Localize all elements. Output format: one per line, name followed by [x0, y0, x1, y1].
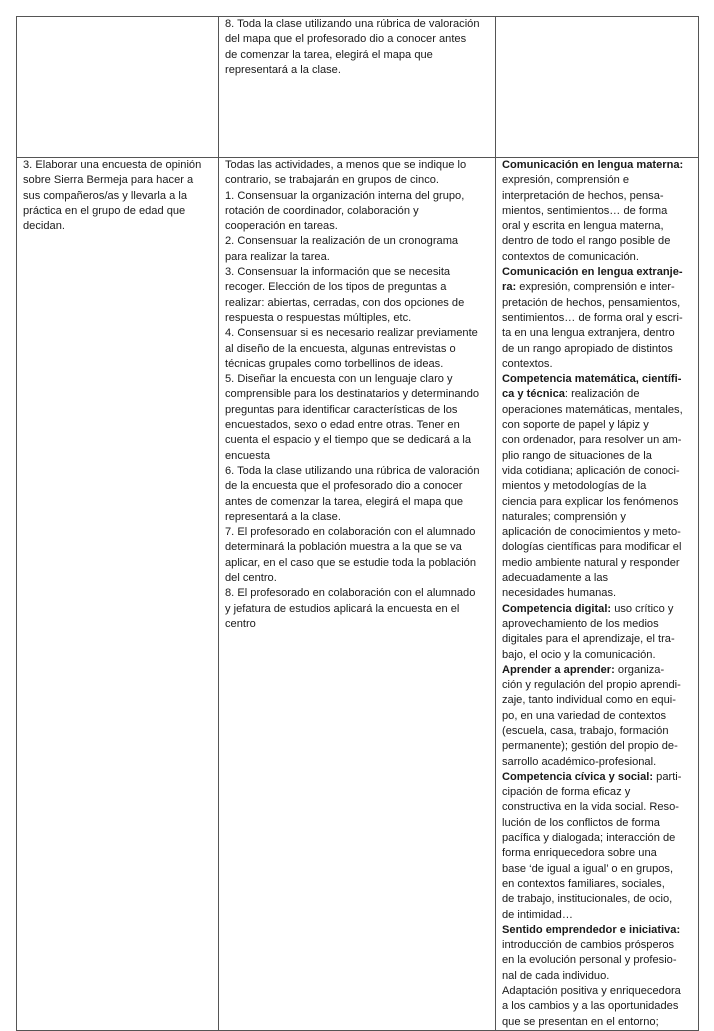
competence-text: necesidades humanas. — [502, 587, 617, 600]
text-line: aplicar, en el caso que se estudie toda la población — [225, 556, 477, 569]
competence-text: mientos, sentimientos… de forma — [502, 204, 668, 217]
text-line — [502, 831, 694, 846]
competence-text: permanente); gestión del propio de- — [502, 740, 678, 753]
text-line — [502, 586, 694, 601]
text-line: preguntas para identificar características de los — [225, 403, 458, 416]
competence-text: que se presentan en el entorno; — [502, 1015, 659, 1028]
competence-text: expresión, comprensión e inter- — [516, 281, 675, 294]
competence-text: zaje, tanto individual como en equi- — [502, 694, 676, 707]
text-line — [502, 602, 694, 617]
text-line: encuestados, sexo o edad entre otras. Tener en — [225, 419, 460, 432]
competence-text: constructiva en la vida social. Reso- — [502, 801, 679, 814]
text-line — [502, 357, 694, 372]
competence-text: de trabajo, institucionales, de ocio, — [502, 893, 673, 906]
text-line: decidan. — [23, 220, 65, 233]
text-line — [502, 846, 694, 861]
text-line: comprensible para los destinatarios y determinando — [225, 388, 480, 401]
text-line — [502, 296, 694, 311]
text-line — [502, 999, 694, 1014]
text-line — [502, 479, 694, 494]
text-line — [502, 739, 694, 754]
text-line: cuenta el espacio y el tiempo que se dedicará a la — [225, 434, 472, 447]
competence-text: medio ambiente natural y responder — [502, 556, 680, 569]
text-line: 6. Toda la clase utilizando una rúbrica de valoración — [225, 464, 480, 477]
competence-text: a los cambios y a las oportunidades — [502, 1000, 679, 1013]
text-line — [502, 571, 694, 586]
text-line: encuesta — [225, 449, 271, 462]
competence-text: digitales para el aprendizaje, el tra- — [502, 633, 675, 646]
competence-text: sarrollo académico-profesional. — [502, 755, 657, 768]
competence-text: mientos y metodologías de la — [502, 480, 647, 493]
text-line — [502, 540, 694, 555]
competence-text: lución de los conflictos de forma — [502, 816, 660, 829]
text-line: rotación de coordinador, colaboración y — [225, 204, 419, 217]
competence-text: expresión, comprensión e — [502, 174, 630, 187]
competence-text: en contextos familiares, sociales, — [502, 877, 665, 890]
competence-heading: Comunicación en lengua extranje- — [502, 266, 683, 279]
text-line — [502, 785, 694, 800]
text-line — [502, 923, 694, 938]
text-line: de la encuesta que el profesorado dio a conocer — [225, 480, 463, 493]
competence-text: (escuela, casa, trabajo, formación — [502, 724, 669, 737]
text-line — [502, 908, 694, 923]
competence-heading: Competencia matemática, científi- — [502, 373, 682, 386]
text-line — [502, 189, 694, 204]
competence-text: de intimidad… — [502, 908, 573, 921]
text-line: 7. El profesorado en colaboración con el alumnado — [225, 526, 476, 539]
text-line — [502, 219, 694, 234]
competence-text: dologías científicas para modificar el — [502, 541, 682, 554]
text-line: práctica en el grupo de edad que — [23, 204, 186, 217]
text-line — [502, 648, 694, 663]
text-line — [502, 510, 694, 525]
text-line — [502, 617, 694, 632]
text-line: al diseño de la encuesta, algunas entrevistas o — [225, 342, 456, 355]
text-line — [502, 311, 694, 326]
text-line: sobre Sierra Bermeja para hacer a — [23, 174, 194, 187]
text-line — [502, 938, 694, 953]
competence-text: naturales; comprensión y — [502, 510, 626, 523]
competence-text: plio rango de situaciones de la — [502, 449, 652, 462]
activities-cell — [219, 158, 496, 1031]
text-line: 8. Toda la clase utilizando una rúbrica de valoración — [225, 18, 480, 30]
competence-text: bajo, el ocio y la comunicación. — [502, 648, 656, 661]
text-line: contrario, se trabajarán en grupos de cinco. — [225, 174, 439, 187]
text-line: antes de comenzar la tarea, elegirá el mapa que — [225, 495, 464, 508]
text-line: 2. Consensuar la realización de un cronograma — [225, 235, 459, 248]
text-line: del mapa que el profesorado dio a conocer antes — [225, 33, 467, 46]
competence-text: interpretación de hechos, pensa- — [502, 189, 664, 202]
competence-text: parti- — [653, 770, 682, 783]
text-line — [502, 892, 694, 907]
text-line — [502, 250, 694, 265]
text-line — [502, 678, 694, 693]
text-line: Todas las actividades, a menos que se indique lo — [225, 159, 467, 171]
text-line: 3. Consensuar la información que se necesita — [225, 266, 451, 279]
text-line: 8. El profesorado en colaboración con el alumnado — [225, 587, 476, 600]
competence-heading: Competencia cívica y social: — [502, 770, 654, 783]
text-line — [502, 433, 694, 448]
text-line: centro — [225, 617, 256, 630]
competence-text: Adaptación positiva y enriquecedora — [502, 985, 681, 998]
table-row — [17, 17, 699, 158]
competence-text: contextos. — [502, 357, 553, 370]
text-line: sus compañeros/as y llevarla a la — [23, 189, 188, 202]
text-line — [502, 525, 694, 540]
competence-text: ciencia para explicar los fenómenos — [502, 495, 679, 508]
text-line: 1. Consensuar la organización interna del grupo, — [225, 189, 465, 202]
text-line — [502, 234, 694, 249]
text-line: recoger. Elección de los tipos de preguntas a — [225, 281, 447, 294]
text-line — [502, 158, 694, 173]
text-line — [502, 953, 694, 968]
competence-text: contextos de comunicación. — [502, 250, 639, 263]
table-row — [17, 158, 699, 1031]
text-line — [502, 403, 694, 418]
competence-text: adecuadamente a las — [502, 572, 609, 585]
text-line — [502, 173, 694, 188]
text-line — [502, 693, 694, 708]
text-line — [502, 770, 694, 785]
text-line — [502, 724, 694, 739]
text-line — [502, 342, 694, 357]
competence-text: oral y escrita en lengua materna, — [502, 220, 664, 233]
text-line — [502, 495, 694, 510]
text-line — [502, 663, 694, 678]
text-line: representará a la clase. — [225, 510, 341, 523]
competence-heading: ca y técnica — [502, 388, 565, 401]
competence-heading: Sentido emprendedor e iniciativa: — [502, 923, 681, 936]
competence-text: uso crítico y — [611, 602, 674, 615]
text-line: técnicas grupales como torbellinos de ideas. — [225, 357, 444, 370]
competence-heading: Competencia digital: — [502, 602, 612, 615]
text-line — [502, 326, 694, 341]
text-line — [502, 387, 694, 402]
competence-text: de un rango apropiado de distintos — [502, 342, 673, 355]
competence-text: ta en una lengua extranjera, dentro — [502, 327, 675, 340]
competences-cell — [496, 158, 699, 1031]
text-line — [502, 755, 694, 770]
competence-text: aplicación de conocimientos y meto- — [502, 526, 681, 539]
competence-text: organiza- — [614, 663, 665, 676]
text-line: y jefatura de estudios aplicará la encuesta en el — [225, 602, 460, 615]
competence-text: con soporte de papel y lápiz y — [502, 419, 649, 432]
text-line: de comenzar la tarea, elegirá el mapa que — [225, 48, 433, 61]
competence-text: operaciones matemáticas, mentales, — [502, 403, 683, 416]
competence-text: en la evolución personal y profesio- — [502, 954, 677, 967]
competence-text: pacífica y dialogada; interacción de — [502, 832, 676, 845]
text-line — [502, 464, 694, 479]
text-line: 4. Consensuar si es necesario realizar previamente — [225, 327, 478, 340]
text-line: 5. Diseñar la encuesta con un lenguaje claro y — [225, 373, 453, 386]
text-line — [502, 969, 694, 984]
competence-heading: Aprender a aprender: — [502, 663, 615, 676]
text-line: del centro. — [225, 572, 277, 585]
competence-text: ción y regulación del propio aprendi- — [502, 679, 681, 692]
competence-text: nal de cada individuo. — [502, 969, 610, 982]
text-line: respuesta o respuestas múltiples, etc. — [225, 311, 412, 324]
competence-heading: ra: — [502, 281, 517, 294]
competence-text: cipación de forma eficaz y — [502, 786, 631, 799]
competence-text: : realización de — [564, 388, 640, 401]
text-line: 3. Elaborar una encuesta de opinión — [23, 159, 202, 171]
competence-text: con ordenador, para resolver un am- — [502, 434, 682, 447]
text-line — [502, 862, 694, 877]
text-line — [502, 556, 694, 571]
text-line — [502, 204, 694, 219]
task-cell — [17, 158, 219, 1031]
text-line: representará a la clase. — [225, 63, 341, 76]
text-line — [502, 877, 694, 892]
text-line — [502, 449, 694, 464]
activities-cell — [219, 17, 496, 158]
text-line — [502, 265, 694, 280]
text-line — [502, 1015, 694, 1030]
task-cell — [17, 17, 219, 158]
text-line — [502, 418, 694, 433]
competence-text: aprovechamiento de los medios — [502, 617, 659, 630]
text-line: determinará la población muestra a la que se va — [225, 541, 462, 554]
competence-text: pretación de hechos, pensamientos, — [502, 296, 681, 309]
text-line — [502, 816, 694, 831]
competence-text: forma enriquecedora sobre una — [502, 847, 657, 860]
text-line — [502, 984, 694, 999]
competence-text: vida cotidiana; aplicación de conoci- — [502, 464, 680, 477]
competence-text: sentimientos… de forma oral y escri- — [502, 311, 683, 324]
text-line — [502, 709, 694, 724]
competence-heading: Comunicación en lengua materna: — [502, 159, 684, 171]
text-line — [502, 632, 694, 647]
competences-cell — [496, 17, 699, 158]
competence-text: dentro de todo el rango posible de — [502, 235, 671, 248]
competence-text: po, en una variedad de contextos — [502, 709, 667, 722]
competence-text: base ‘de igual a igual’ o en grupos, — [502, 862, 674, 875]
planning-table — [16, 16, 699, 1031]
text-line: realizar: abiertas, cerradas, con dos opciones de — [225, 296, 465, 309]
text-line: para realizar la tarea. — [225, 250, 330, 263]
competence-text: introducción de cambios prósperos — [502, 939, 675, 952]
text-line — [502, 280, 694, 295]
text-line — [502, 800, 694, 815]
text-line — [502, 372, 694, 387]
text-line: cooperación en tareas. — [225, 220, 338, 233]
